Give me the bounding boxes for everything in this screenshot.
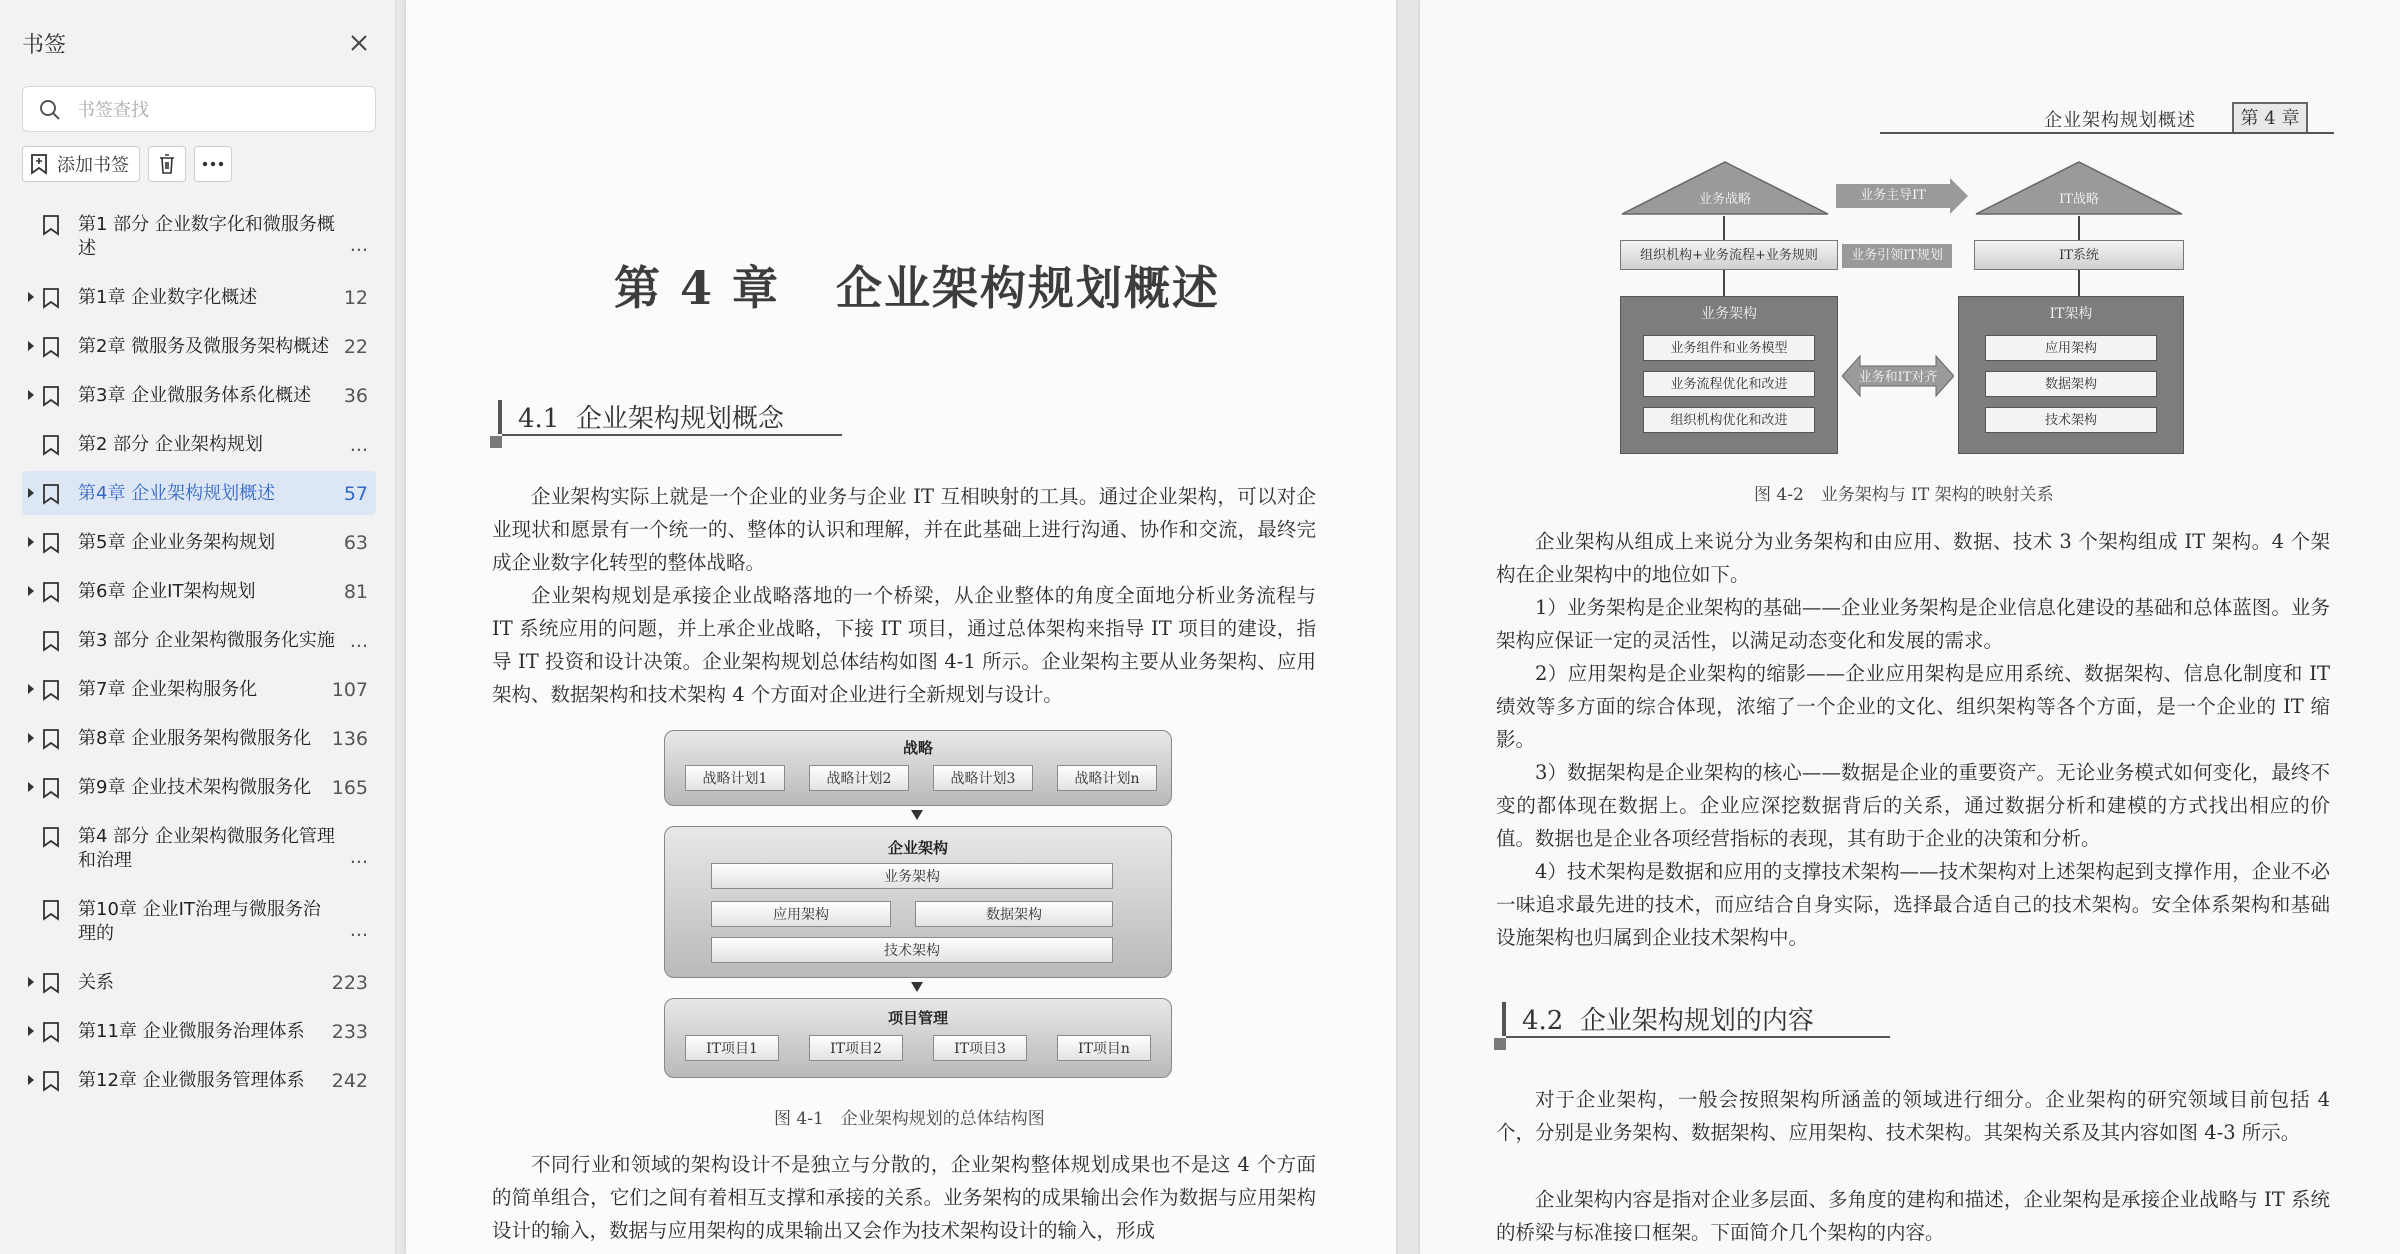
section-heading [518,398,784,435]
paragraph: 企业架构规划是承接企业战略落地的一个桥梁，从企业整体的角度全面地分析业务流程与 IT 系统应用的问题，并上承企业战略，下接 IT 项目，通过总体架构来指导 IT 项目的建设，指导 IT 投资和设计决策。企业架构规划总体结构如图 4-1 所示。企业架构主要从业务架构、应用架构、数据架构和技术架构 4 个方面对企业进行全新规划与设计。 [492,584,1316,706]
bookmark-label: 关系 [78,972,114,993]
alignment-label: 业务和IT对齐 [1858,370,1938,385]
bookmark-list [0,200,396,1105]
bookmark-item[interactable] [0,518,396,567]
section-marker [1502,1002,1506,1036]
bookmark-page: 12 [343,287,368,309]
bookmark-icon [42,826,60,848]
section-heading [1522,1000,1814,1037]
document-viewer[interactable] [396,0,2400,1254]
bookmark-label: 第10章 企业IT治理与微服务治理的 [78,899,321,944]
technology-architecture-box: 技术架构 [711,937,1113,963]
bookmark-label: 第12章 企业微服务管理体系 [78,1070,305,1091]
application-architecture-box: 应用架构 [711,901,891,927]
bookmark-page: 107 [331,679,368,701]
expand-arrow-icon[interactable] [26,487,36,499]
bookmark-item[interactable] [0,763,396,812]
bookmark-page: 57 [343,483,368,505]
expand-arrow-icon[interactable] [26,683,36,695]
figure-caption: 图 4-1 企业架构规划的总体结构图 [774,1109,1045,1129]
add-bookmark-label: 添加书签 [57,155,129,176]
expand-arrow-icon[interactable] [26,340,36,352]
bookmark-label: 第2 部分 企业架构规划 [78,434,263,455]
running-header-title: 企业架构规划概述 [2044,110,2196,131]
add-bookmark-button[interactable] [22,146,140,182]
bookmark-page: ... [349,919,368,941]
paragraph: 企业架构实际上就是一个企业的业务与企业 IT 互相映射的工具。通过企业架构，可以对企业现状和愿景有一个统一的、整体的认识和理解，并在此基础上进行沟通、协作和交流，最终完成企业数字化转型的整体战略。 [492,485,1316,574]
strategy-panel [664,730,1172,806]
project-management-panel [664,998,1172,1078]
expand-arrow-icon[interactable] [26,389,36,401]
paragraph: 4）技术架构是数据和应用的支撑技术架构——技术架构对上述架构起到支撑作用，企业不必一味追求最先进的技术，而应结合自身实际，选择最合适自己的技术架构。安全体系架构和基础设施架构也归属到企业技术架构中。 [1496,860,2330,949]
it-arch-item: 应用架构 [1985,335,2157,361]
page-right [1420,0,2400,1254]
bookmark-item[interactable] [0,616,396,665]
paragraph: 对于企业架构，一般会按照架构所涵盖的领域进行细分。企业架构的研究领域目前包括 4 个，分别是业务架构、数据架构、应用架构、技术架构。其架构关系及其内容如图 4-3 所示。 [1496,1088,2330,1144]
bookmark-label: 第8章 企业服务架构微服务化 [78,728,312,749]
bookmark-item[interactable] [0,714,396,763]
bookmark-icon [42,1021,60,1043]
connector-line [2078,270,2080,296]
bookmark-label: 第3 部分 企业架构微服务化实施 [78,630,335,651]
bookmark-label: 第7章 企业架构服务化 [78,679,258,700]
business-architecture-panel [1620,296,1838,454]
chapter-number: 第 4 章 [614,261,781,315]
bookmark-icon [42,336,60,358]
business-arch-item: 业务组件和业务模型 [1643,335,1815,361]
it-project-box: IT项目3 [933,1035,1027,1061]
running-header-chapter: 第 4 章 [2232,102,2308,134]
org-flow-rules-box: 组织机构+业务流程+业务规则 [1620,240,1838,270]
business-arch-item: 组织机构优化和改进 [1643,407,1815,433]
paragraph: 不同行业和领域的架构设计不是独立与分散的，企业架构整体规划成果也不是这 4 个方面的简单组合，它们之间有着相互支撑和承接的关系。业务架构的成果输出会作为数据与应用架构设计的输入，数据与应用架构的成果输出又会作为技术架构设计的输入，形成 [492,1153,1316,1242]
section-name: 企业架构规划概念 [575,404,784,434]
bookmark-page: ... [349,434,368,456]
strategy-plan-box: 战略计划2 [809,765,909,791]
expand-arrow-icon[interactable] [26,976,36,988]
it-arch-item: 技术架构 [1985,407,2157,433]
bookmark-label: 第2章 微服务及微服务架构概述 [78,336,330,357]
business-leads-it-arrow: 业务主导IT [1836,184,1950,208]
bookmark-label: 第5章 企业业务架构规划 [78,532,276,553]
section-marker-square [1494,1038,1506,1050]
bookmark-label: 第1 部分 企业数字化和微服务概述 [78,214,335,259]
bookmark-label: 第9章 企业技术架构微服务化 [78,777,312,798]
bookmark-search-box[interactable] [22,86,376,132]
bookmark-item[interactable] [0,885,396,958]
bookmark-item[interactable] [0,1007,396,1056]
bookmark-icon [42,1070,60,1092]
expand-arrow-icon[interactable] [26,732,36,744]
bookmark-page: 22 [343,336,368,358]
bookmark-icon [42,385,60,407]
chapter-name: 企业架构规划概述 [836,261,1221,315]
bookmark-page: ... [349,234,368,256]
bookmark-icon [42,581,60,603]
more-icon [202,161,224,167]
connector-line [1723,270,1725,296]
figure-caption: 图 4-2 业务架构与 IT 架构的映射关系 [1754,485,2054,505]
close-icon[interactable] [346,30,372,56]
expand-arrow-icon[interactable] [26,585,36,597]
bookmark-item[interactable] [0,200,396,273]
header-rule [1880,132,2334,134]
connector-line [1723,216,1725,240]
business-guides-it-arrow: 业务引领IT规划 [1842,244,1952,268]
bookmark-sidebar [0,0,396,1254]
paragraph: 3）数据架构是企业架构的核心——数据是企业的重要资产。无论业务模式如何变化，最终不变的都体现在数据上。企业应深挖数据背后的关系，通过数据分析和建模的方式找出相应的价值。数据也是企业各项经营指标的表现，其有助于企业的决策和分析。 [1496,761,2330,850]
bookmark-icon [42,679,60,701]
section-number: 4.1 [518,404,560,434]
business-arch-item: 业务流程优化和改进 [1643,371,1815,397]
it-system-box: IT系统 [1974,240,2184,270]
paragraph: 1）业务架构是企业架构的基础——企业业务架构是企业信息化建设的基础和总体蓝图。业务架构应保证一定的灵活性，以满足动态变化和发展的需求。 [1496,596,2330,652]
bookmark-page: ... [349,630,368,652]
bookmark-page: 81 [343,581,368,603]
bookmark-item[interactable] [0,322,396,371]
bookmark-icon [42,777,60,799]
add-bookmark-icon [29,153,49,175]
pm-title: 项目管理 [887,1009,948,1027]
bookmark-item[interactable] [0,812,396,885]
bookmark-page: 63 [343,532,368,554]
chapter-title [614,252,1220,318]
paragraph: 企业架构内容是指对企业多层面、多角度的建构和描述，企业架构是承接企业战略与 IT 系统的桥梁与标准接口框架。下面简介几个架构的内容。 [1496,1188,2330,1244]
section-marker-square [490,436,502,448]
bookmark-label: 第4章 企业架构规划概述 [78,483,276,504]
bookmark-item[interactable] [0,958,396,1007]
search-icon [39,99,61,121]
bookmark-page: 36 [343,385,368,407]
bookmark-item[interactable] [0,273,396,322]
business-architecture-box: 业务架构 [711,863,1113,889]
enterprise-architecture-panel [664,826,1172,978]
it-architecture-panel [1958,296,2184,454]
connector-line [2078,216,2080,240]
bookmark-label: 第1章 企业数字化概述 [78,287,258,308]
trash-icon [157,153,177,175]
data-architecture-box: 数据架构 [915,901,1113,927]
bookmark-item-active[interactable] [0,469,396,518]
page-left [406,0,1396,1254]
it-project-box: IT项目n [1057,1035,1151,1061]
bookmark-item[interactable] [0,371,396,420]
section-name: 企业架构规划的内容 [1579,1006,1814,1036]
more-options-button[interactable] [194,146,232,182]
it-project-box: IT项目1 [685,1035,779,1061]
expand-arrow-icon[interactable] [26,291,36,303]
bookmark-page: 136 [331,728,368,750]
bookmark-icon [42,532,60,554]
it-strategy-label: IT战略 [2059,192,2099,207]
business-architecture-title: 业务架构 [1701,306,1757,322]
it-architecture-title: IT架构 [2049,306,2093,322]
expand-arrow-icon[interactable] [26,781,36,793]
sidebar-title: 书签 [22,33,67,58]
bookmark-label: 第3章 企业微服务体系化概述 [78,385,312,406]
down-arrow [911,982,923,992]
strategy-plan-box: 战略计划1 [685,765,785,791]
figure-4-1 [664,730,1170,1080]
section-number: 4.2 [1522,1006,1564,1036]
section-marker [498,400,502,434]
bookmark-item[interactable] [0,420,396,469]
bookmark-search-input[interactable] [75,95,369,125]
bookmark-item[interactable] [0,567,396,616]
bookmark-label: 第4 部分 企业架构微服务化管理和治理 [78,826,335,871]
bookmark-page: ... [349,846,368,868]
bookmark-label: 第6章 企业IT架构规划 [78,581,256,602]
bookmark-item[interactable] [0,665,396,714]
bookmark-icon [42,972,60,994]
paragraph: 2）应用架构是企业架构的缩影——企业应用架构是应用系统、数据架构、信息化制度和 IT 绩效等多方面的综合体现，浓缩了一个企业的文化、组织架构等各个方面，是一个企业的 IT 缩影。 [1496,662,2330,751]
expand-arrow-icon[interactable] [26,1074,36,1086]
it-arch-item: 数据架构 [1985,371,2157,397]
bookmark-page: 223 [331,972,368,994]
bookmark-page: 233 [331,1021,368,1043]
bookmark-icon [42,483,60,505]
figure-4-2 [1620,158,2200,458]
down-arrow [911,810,923,820]
bookmark-icon [42,630,60,652]
bookmark-page: 242 [331,1070,368,1092]
bookmark-label: 第11章 企业微服务治理体系 [78,1021,305,1042]
bookmark-page: 165 [331,777,368,799]
strategy-plan-box: 战略计划n [1057,765,1157,791]
delete-bookmark-button[interactable] [148,146,186,182]
business-strategy-label: 业务战略 [1698,192,1751,207]
bookmark-icon [42,287,60,309]
bookmark-item[interactable] [0,1056,396,1105]
ea-title: 企业架构 [887,839,948,857]
strategy-title: 战略 [902,739,933,757]
bookmark-icon [42,214,60,236]
it-project-box: IT项目2 [809,1035,903,1061]
paragraph: 企业架构从组成上来说分为业务架构和由应用、数据、技术 3 个架构组成 IT 架构。4 个架构在企业架构中的地位如下。 [1496,530,2330,586]
bookmark-icon [42,899,60,921]
bookmark-icon [42,728,60,750]
expand-arrow-icon[interactable] [26,1025,36,1037]
bookmark-icon [42,434,60,456]
right-arrow-head [1950,178,1968,214]
strategy-plan-box: 战略计划3 [933,765,1033,791]
expand-arrow-icon[interactable] [26,536,36,548]
